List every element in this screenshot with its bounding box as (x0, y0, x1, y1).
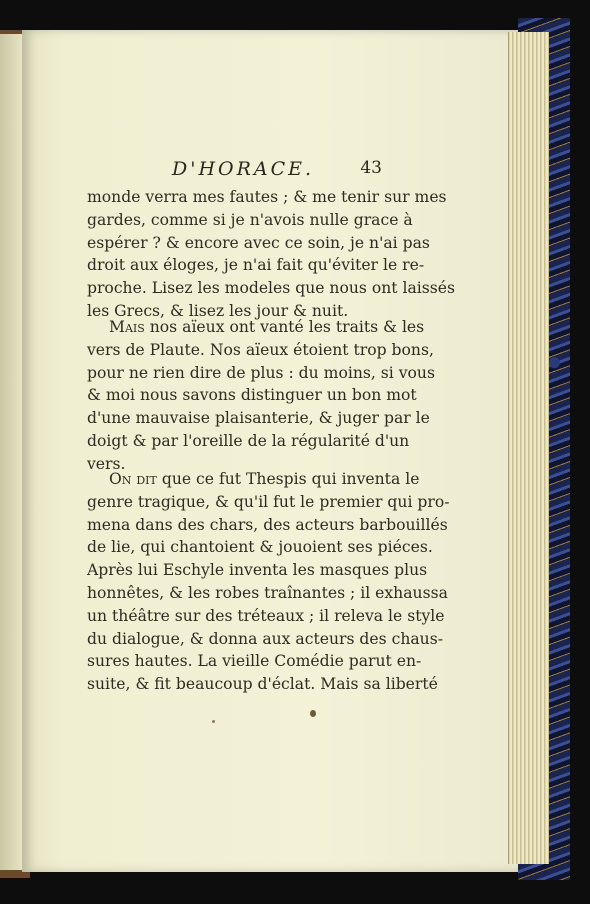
paragraph-3 (87, 468, 450, 696)
paragraph-1 (87, 186, 456, 323)
text-line: un théâtre sur des tréteaux ; il releva le style (87, 606, 445, 625)
text-line: & moi nous savons distinguer un bon mot (87, 386, 417, 405)
text-line-rest: nos aïeux ont vanté les traits & les (144, 318, 425, 336)
text-line: du dialogue, & donna aux acteurs des chaus- (87, 629, 443, 648)
ink-speck (212, 720, 215, 723)
text-line: doigt & par l'oreille de la régularité d'un (87, 431, 410, 450)
text-line: d'une mauvaise plaisanterie, & juger par le (87, 409, 430, 428)
text-line-rest: que ce fut Thespis qui inventa le (156, 470, 420, 488)
text-line: espérer ? & encore avec ce soin, je n'ai pas (87, 233, 430, 252)
paragraph-2 (87, 316, 435, 476)
text-line (87, 316, 425, 339)
lead-word: Mais (109, 318, 145, 336)
ink-speck (310, 710, 316, 717)
text-line: droit aux éloges, je n'ai fait qu'éviter le re- (87, 256, 425, 275)
lead-word: On dit (109, 470, 157, 488)
text-line: Après lui Eschyle inventa les masques plus (87, 561, 428, 580)
page-number: 43 (360, 158, 382, 178)
page-header (172, 158, 382, 182)
text-line: monde verra mes fautes ; & me tenir sur mes (87, 188, 447, 206)
text-line: pour ne rien dire de plus : du moins, si vous (87, 363, 435, 382)
text-line: vers de Plaute. Nos aïeux étoient trop bons, (87, 340, 434, 359)
text-line: les Grecs, & lisez les jour & nuit. (87, 301, 349, 320)
text-line (87, 468, 420, 491)
text-line: vers. (87, 454, 126, 473)
text-line: honnêtes, & les robes traînantes ; il exhaussa (87, 583, 448, 602)
text-line: de lie, qui chantoient & jouoient ses piéces. (87, 538, 433, 557)
page-edges (508, 32, 549, 864)
text-line: gardes, comme si je n'avois nulle grace à (87, 210, 413, 229)
text-line: genre tragique, & qu'il fut le premier qui pro- (87, 492, 450, 511)
text-line: suite, & fit beaucoup d'éclat. Mais sa liberté (87, 675, 438, 694)
running-title: D'HORACE. (172, 158, 315, 180)
text-line: mena dans des chars, des acteurs barbouillés (87, 515, 448, 534)
text-line: proche. Lisez les modeles que nous ont laissés (87, 279, 456, 298)
text-line: sures hautes. La vieille Comédie parut en- (87, 652, 422, 671)
